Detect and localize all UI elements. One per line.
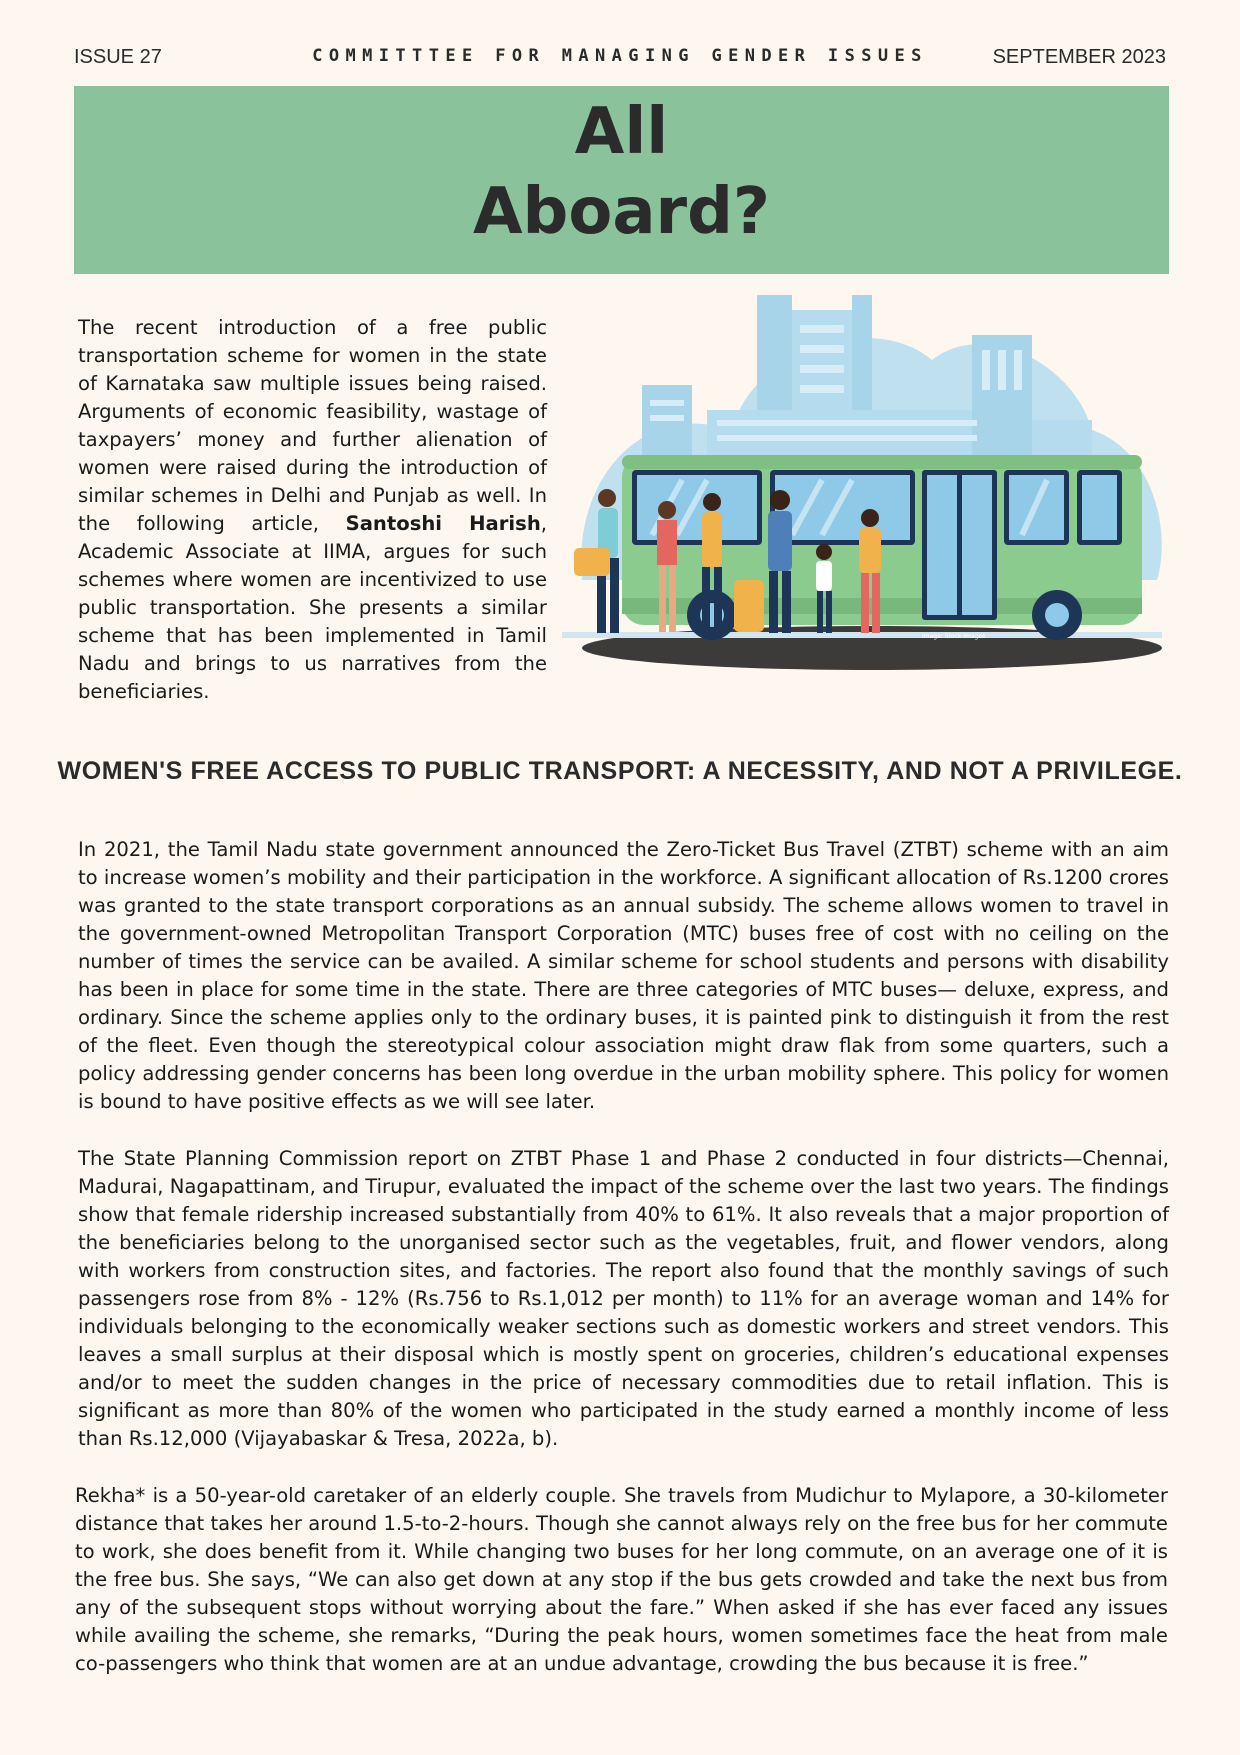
- issue-date: SEPTEMBER 2023: [992, 46, 1166, 68]
- title-banner: [74, 86, 1169, 274]
- article-headline: WOMEN'S FREE ACCESS TO PUBLIC TRANSPORT: A NECESSITY, AND NOT A PRIVILEGE.: [57, 757, 1183, 785]
- committee-name: COMMITTTEE FOR MANAGING GENDER ISSUES: [312, 46, 928, 66]
- intro-text-start: The recent introduction of a free public transportation scheme for women in the state of Karnataka saw multiple issues being raised. Arguments of economic feasibility, wastage of taxpayers’ money and further alienation of women were raised during the introduction of similar schemes in Delhi and Punjab as well. In the following article,: [78, 316, 547, 535]
- article-paragraph-1: In 2021, the Tamil Nadu state government announced the Zero-Ticket Bus Travel (ZTBT) scheme with an aim to increase women’s mobility and their participation in the workforce. A significant allocation of Rs.1200 crores was granted to the state transport corporations as an annual subsidy. The scheme allows women to travel in the government-owned Metropolitan Transport Corporation (MTC) buses free of cost with no ceiling on the number of times the service can be availed. A similar scheme for school students and persons with disability has been in place for some time in the state. There are three categories of MTC buses— deluxe, express, and ordinary. Since the scheme applies only to the ordinary buses, it is painted pink to distinguish it from the rest of the fleet. Even though the stereotypical colour association might draw flak from some quarters, such a policy addressing gender concerns has been long overdue in the urban mobility sphere. This policy for women is bound to have positive effects as we will see later.: [78, 838, 1169, 1113]
- bus-stop-illustration: [552, 280, 1172, 690]
- title-line-2: Aboard?: [473, 175, 770, 249]
- author-name: Santoshi Harish: [345, 512, 541, 535]
- issue-number: ISSUE 27: [74, 46, 162, 68]
- intro-text-end: , Academic Associate at IIMA, argues for such schemes where women are incentivized to use public transportation. She presents a similar scheme that has been implemented in Tamil Nadu and brings to us narratives from the beneficiaries.: [78, 512, 547, 703]
- article-paragraph-2: The State Planning Commission report on ZTBT Phase 1 and Phase 2 conducted in four districts—Chennai, Madurai, Nagapattinam, and Tirupur, evaluated the impact of the scheme over the last two years. The findings show that female ridership increased substantially from 40% to 61%. It also reveals that a major proportion of the beneficiaries belong to the unorganised sector such as the vegetables, fruit, and flower vendors, along with workers from construction sites, and factories. The report also found that the monthly savings of such passengers rose from 8% - 12% (Rs.756 to Rs.1,012 per month) to 11% for an average woman and 14% for individuals belonging to the economically weaker sections such as domestic workers and street vendors. This leaves a small surplus at their disposal which is mostly spent on groceries, children’s educational expenses and/or to meet the sudden changes in the price of necessary commodities due to retail inflation. This is significant as more than 80% of the women who participated in the study earned a monthly income of less than Rs.12,000 (Vijayabaskar & Tresa, 2022a, b).: [78, 1147, 1169, 1450]
- article-paragraph-3: Rekha* is a 50-year-old caretaker of an elderly couple. She travels from Mudichur to Mylapore, a 30-kilometer distance that takes her around 1.5-to-2-hours. Though she cannot always rely on the free bus for her commute to work, she does benefit from it. While changing two buses for her long commute, on an average one of it is the free bus. She says, “We can also get down at any stop if the bus gets crowded and take the next bus from any of the subsequent stops without worrying about the fare.” When asked if she has ever faced any issues while availing the scheme, she remarks, “During the peak hours, women sometimes face the heat from male co-passengers who think that women are at an undue advantage, crowding the bus because it is free.”: [75, 1484, 1168, 1675]
- page-title: [74, 92, 1169, 252]
- bus-icon: [622, 455, 1142, 640]
- image-credit: Image: Stock Images: [922, 633, 986, 640]
- title-line-1: All: [574, 95, 669, 169]
- intro-paragraph: [78, 314, 547, 706]
